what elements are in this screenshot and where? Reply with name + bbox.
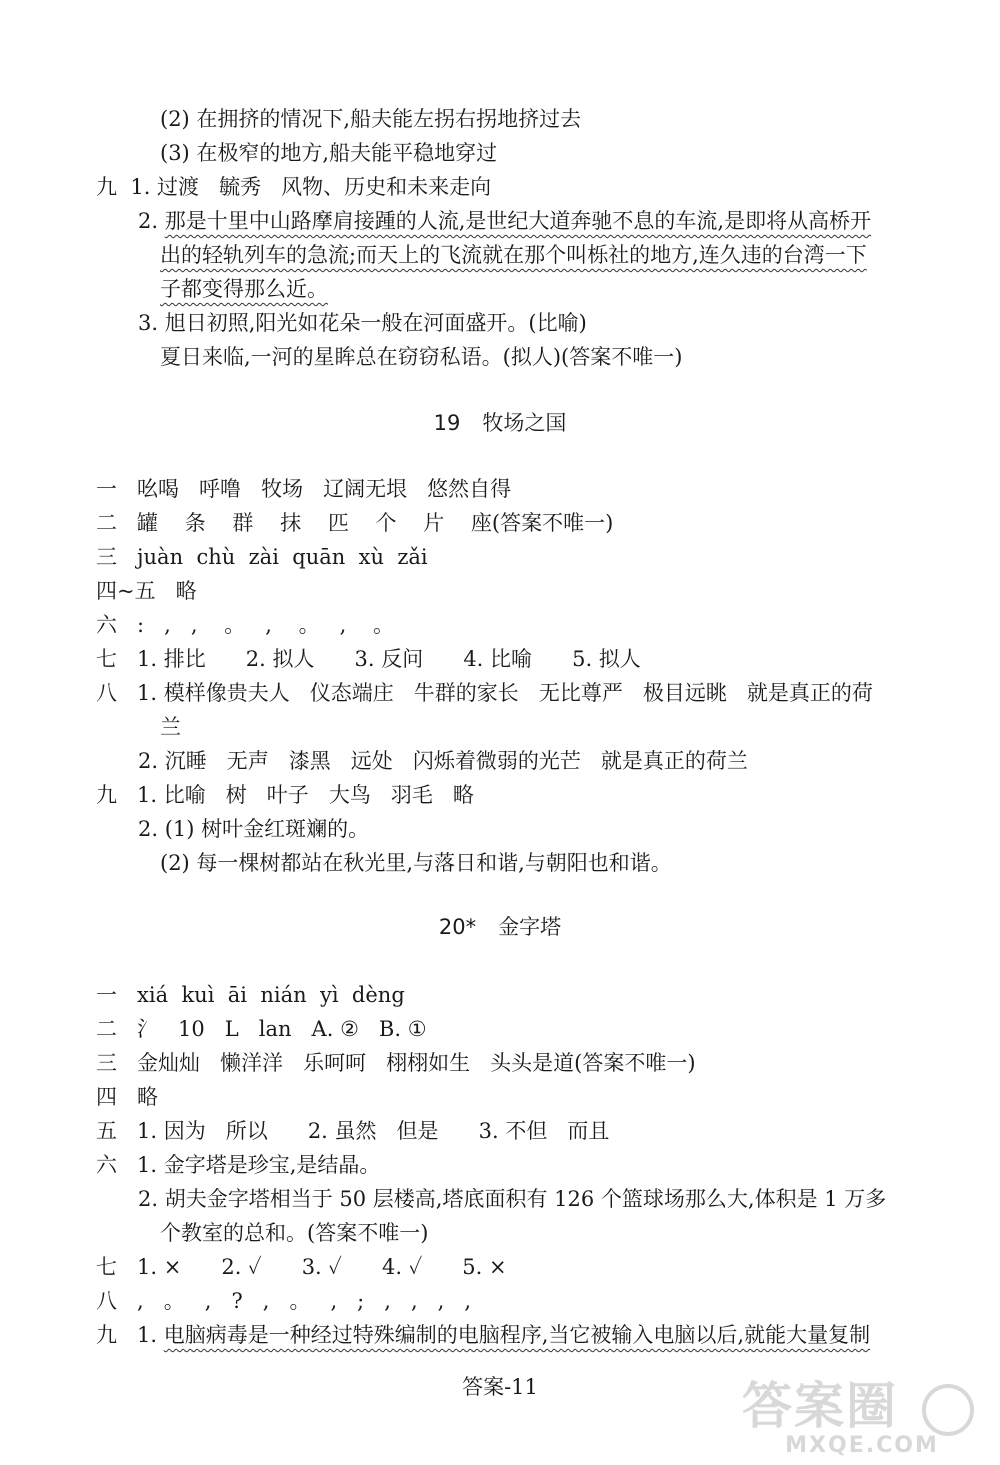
line-text: (3) 在极窄的地方,船夫能平稳地穿过 [160,141,498,165]
wavy-underlined-text: 那是十里中山路摩肩接踵的人流,是世纪大道奔驰不息的车流,是即将从高桥开 [164,209,872,233]
line-text: 六 : , , 。 , 。 , 。 [96,613,395,637]
answer-line [96,1320,870,1350]
answer-line [160,712,181,742]
line-text: 五 1. 因为 所以 2. 虽然 但是 3. 不但 而且 [96,1119,610,1143]
answer-line [96,644,641,674]
answer-line [96,780,474,810]
section-title-text: 牧场之国 [482,411,567,435]
answer-line [96,508,613,538]
line-text: 2. [138,209,165,233]
line-text: 八 , 。 , ? , 。 , ; , , , , [96,1289,472,1313]
line-text: 三 juàn chù zài quān xù zǎi [96,545,428,569]
line-text: 2. 胡夫金字塔相当于 50 层楼高,塔底面积有 126 个篮球场那么大,体积是 1 万多 [138,1187,887,1211]
line-text: 个教室的总和。(答案不唯一) [160,1221,429,1245]
line-text: 一 xiá kuì āi nián yì dèng [96,983,405,1007]
line-text: 九 1. [96,1323,164,1347]
answer-line [138,206,871,236]
line-text: 八 1. 模样像贵夫人 仪态端庄 牛群的家长 无比尊严 极目远眺 就是真正的荷 [96,681,873,705]
line-text: 四~五 略 [96,579,197,603]
line-text: (2) 在拥挤的情况下,船夫能左拐右拐地挤过去 [160,107,582,131]
line-text: 四 略 [96,1085,159,1109]
answer-line [96,678,873,708]
answer-line [96,1082,158,1112]
answer-line [96,172,491,202]
line-text: 夏日来临,一河的星眸总在窃窃私语。(拟人)(答案不唯一) [160,345,683,369]
answer-line [96,1014,427,1044]
answer-line [160,104,581,134]
answer-line [138,814,369,844]
watermark-seal-icon [922,1384,974,1436]
answer-line [96,610,394,640]
answer-line [96,1252,507,1282]
answer-line [96,474,511,504]
answer-line [138,746,748,776]
answer-line [96,542,428,572]
answer-line [96,980,405,1010]
line-text: 二 氵 10 L lan A. ② B. ① [96,1017,427,1041]
answer-line [138,308,587,338]
wavy-underlined-text: 出的轻轨列车的急流;而天上的飞流就在那个叫栎社的地方,连久违的台湾一下 [160,243,867,267]
answer-line [160,138,497,168]
answer-line [160,342,682,372]
line-text: 九 1. 比喻 树 叶子 大鸟 羽毛 略 [96,783,474,807]
wavy-underlined-text: 电脑病毒是一种经过特殊编制的电脑程序,当它被输入电脑以后,就能大量复制 [163,1323,871,1347]
line-text: 2. (1) 树叶金红斑斓的。 [138,817,370,841]
section-title [0,408,1000,438]
line-text: 三 金灿灿 懒洋洋 乐呵呵 栩栩如生 头头是道(答案不唯一) [96,1051,696,1075]
answer-line [96,1150,380,1180]
page-footer: 答案-11 [462,1375,538,1399]
line-text: 七 1. × 2. ✓ 3. ✓ 4. ✓ 5. × [96,1255,507,1279]
line-text: (2) 每一棵树都站在秋光里,与落日和谐,与朝阳也和谐。 [160,851,672,875]
answer-line [160,274,328,304]
answer-line [96,1116,609,1146]
answer-line [160,240,867,270]
wavy-underlined-text: 子都变得那么近。 [160,277,328,301]
line-text: 2. 沉睡 无声 漆黑 远处 闪烁着微弱的光芒 就是真正的荷兰 [138,749,748,773]
line-text: 二 罐 条 群 抹 匹 个 片 座(答案不唯一) [96,511,614,535]
answer-line [138,1184,886,1214]
watermark-text: 答案圈 [742,1377,898,1435]
answer-line [96,1286,471,1316]
line-text: 七 1. 排比 2. 拟人 3. 反问 4. 比喻 5. 拟人 [96,647,641,671]
answer-line [160,848,672,878]
section-title [0,912,1000,942]
answer-line [96,1048,696,1078]
section-number: 19 [433,411,461,435]
watermark-logo [742,1378,982,1460]
watermark-url: MXQE.COM [785,1433,939,1458]
section-title-text: 金字塔 [498,915,562,939]
section-number: 20* [438,915,477,939]
answer-line [96,576,197,606]
line-text: 六 1. 金字塔是珍宝,是结晶。 [96,1153,381,1177]
line-text: 兰 [160,715,181,739]
answer-line [160,1218,428,1248]
line-text: 九 1. 过渡 毓秀 风物、历史和未来走向 [96,175,492,199]
line-text: 一 吆喝 呼噜 牧场 辽阔无垠 悠然自得 [96,477,512,501]
line-text: 3. 旭日初照,阳光如花朵一般在河面盛开。(比喻) [138,311,587,335]
